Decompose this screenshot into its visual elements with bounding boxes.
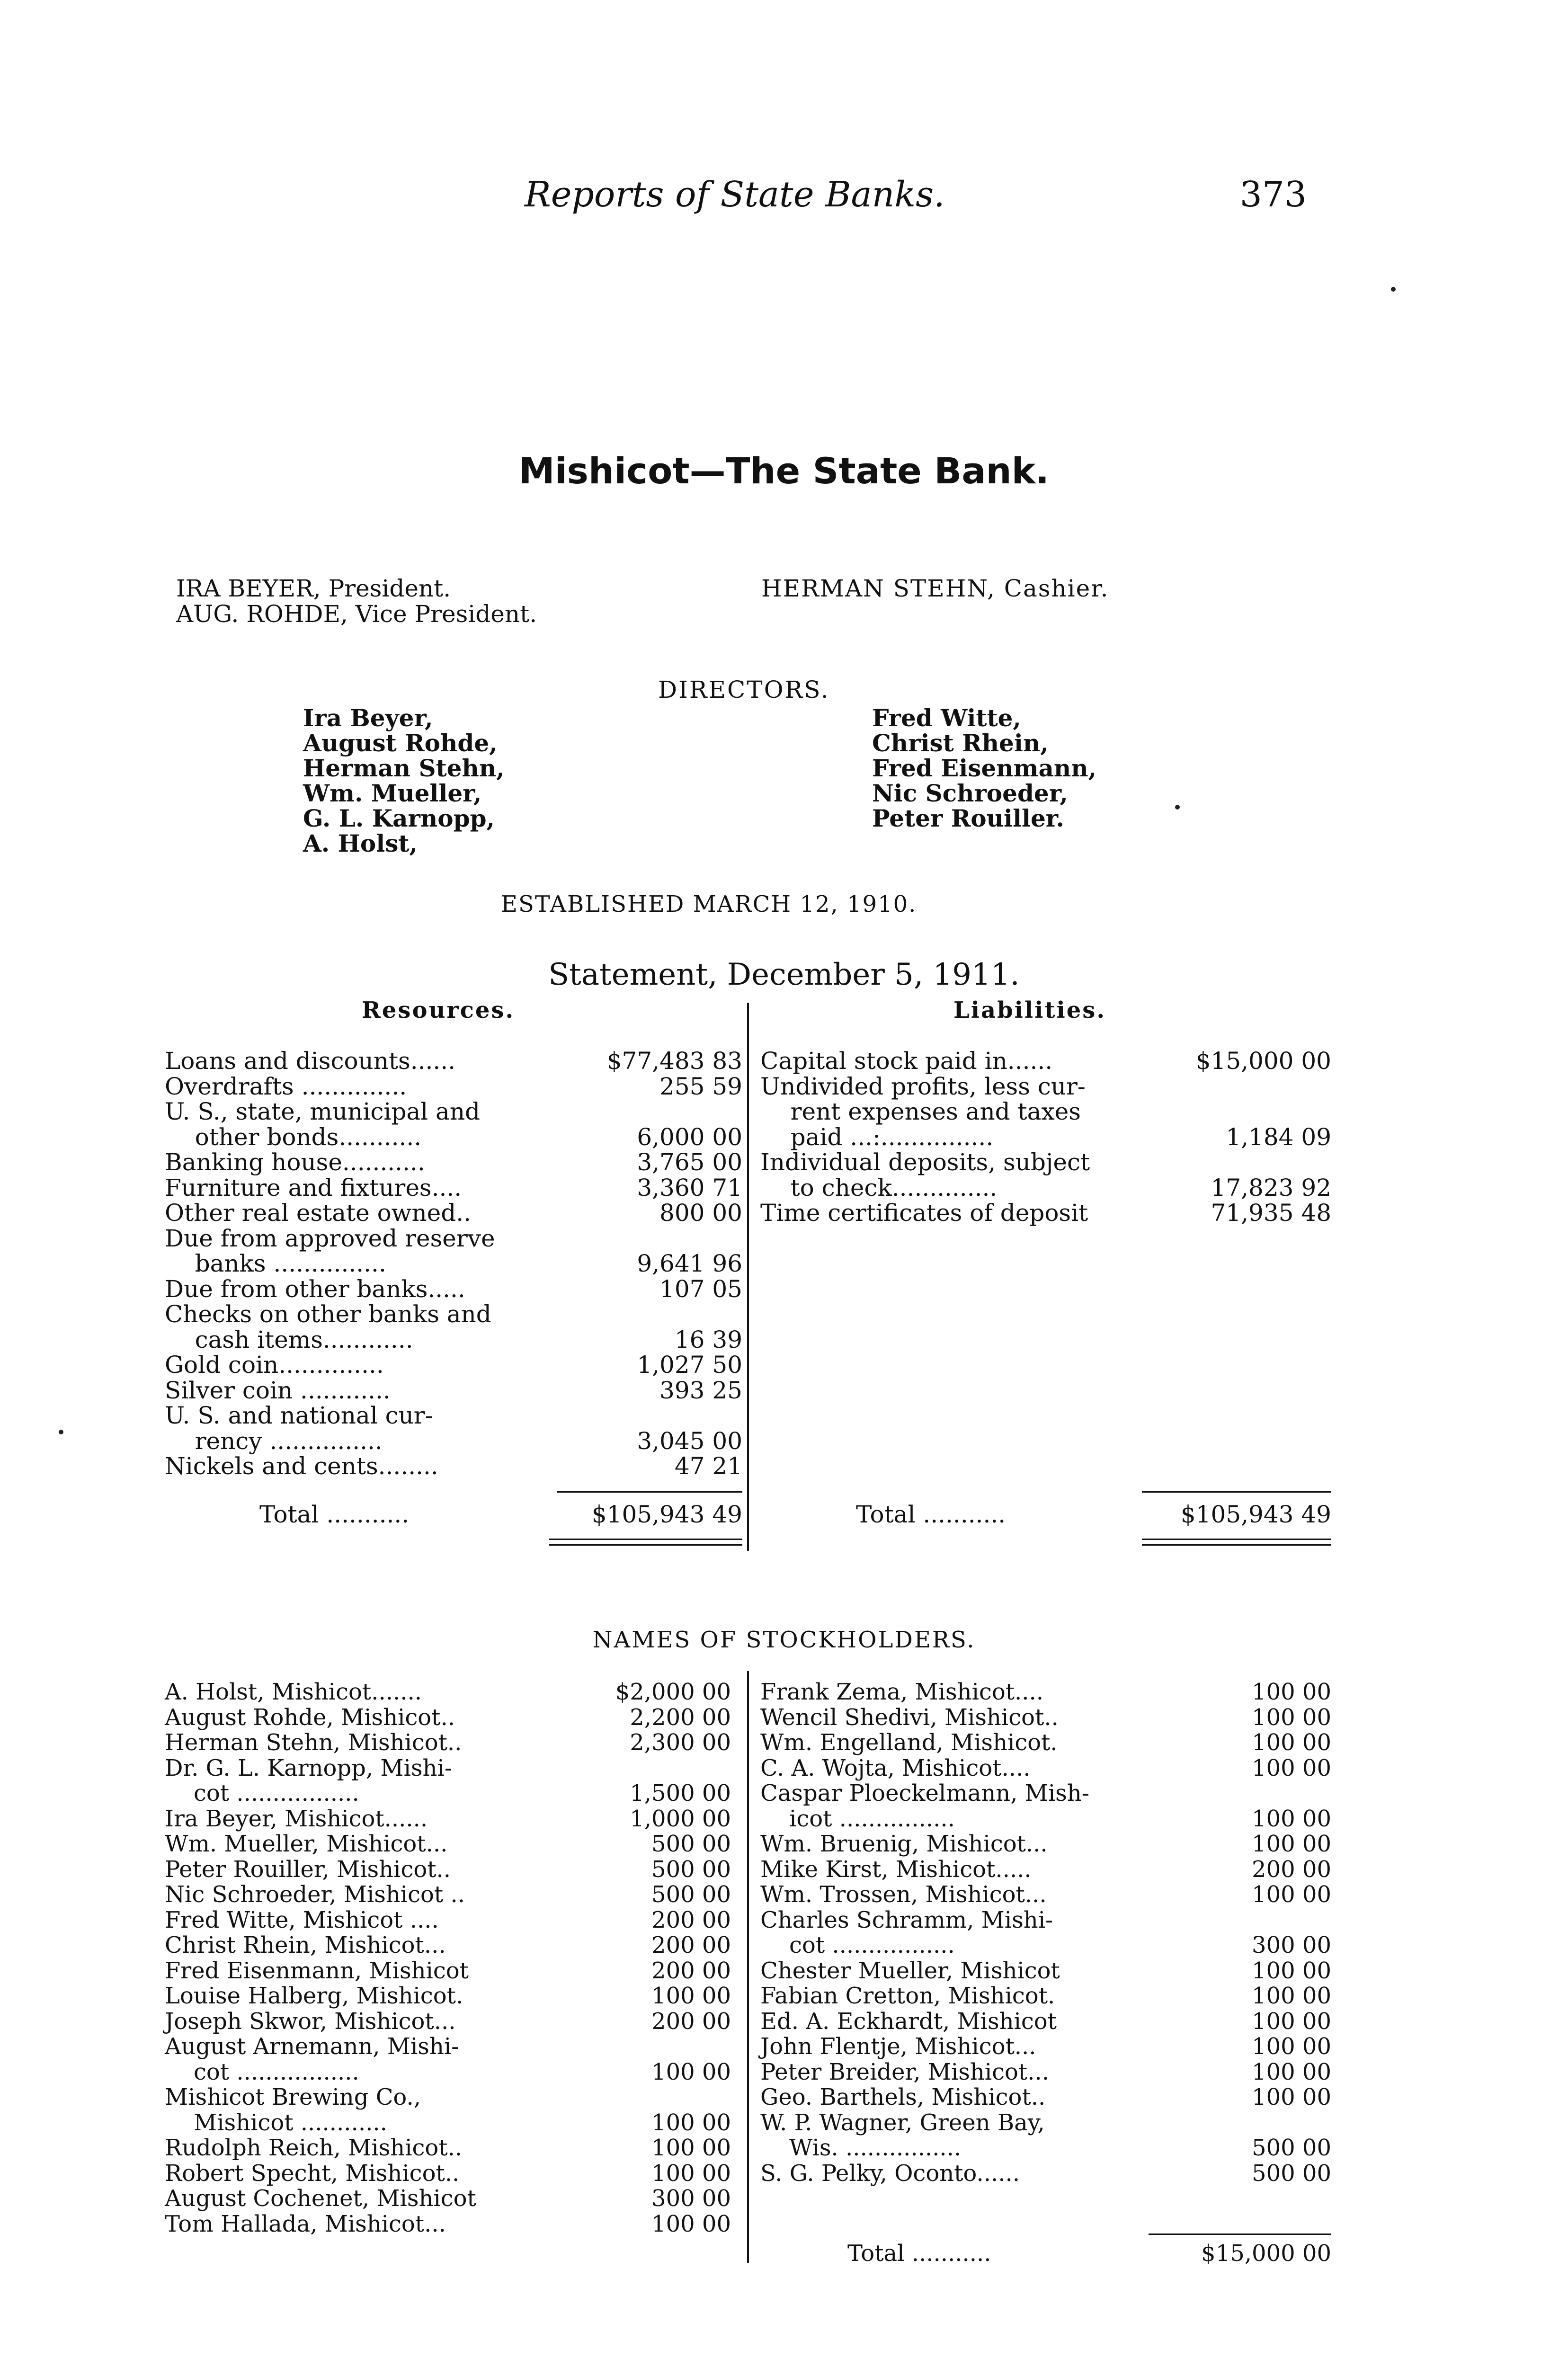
stockholders-heading: NAMES OF STOCKHOLDERS.	[592, 1627, 976, 1653]
stockholder-row-amount: 1,000 00	[630, 1805, 731, 1832]
stockholders-total-amount: $15,000 00	[1201, 2240, 1331, 2267]
print-speck	[1391, 287, 1396, 292]
director-name: Herman Stehn,	[303, 754, 505, 782]
stockholder-row	[760, 2135, 1331, 2160]
stockholder-row-amount: 100 00	[651, 1983, 731, 2009]
stockholder-row-amount: 200 00	[651, 1932, 731, 1958]
liability-row	[760, 1199, 1331, 1225]
stockholder-row-label: Herman Stehn, Mishicot..	[165, 1729, 462, 1756]
resource-row	[165, 1225, 742, 1250]
resource-row-label: Gold coin..............	[165, 1351, 384, 1379]
stockholder-row	[165, 2084, 731, 2109]
stockholder-row-amount: 500 00	[651, 1881, 731, 1908]
stockholder-row	[165, 1679, 731, 1704]
resource-row-amount: 6,000 00	[637, 1123, 742, 1151]
stockholder-row-label: C. A. Wojta, Mishicot....	[760, 1754, 1031, 1781]
resource-row-amount: 3,045 00	[637, 1427, 742, 1455]
stockholder-row	[760, 2033, 1331, 2059]
resource-row-label: cash items............	[165, 1326, 413, 1353]
stockholder-row	[165, 2008, 731, 2034]
page-number: 373	[1239, 174, 1307, 215]
stockholder-row	[760, 2059, 1331, 2084]
stockholder-row	[760, 1831, 1331, 1856]
stockholder-row	[760, 2084, 1331, 2109]
officers-right	[761, 576, 1109, 601]
stockholder-row-amount: 100 00	[651, 2109, 731, 2136]
stockholder-row-amount: 100 00	[1252, 1957, 1331, 1984]
stockholder-row	[165, 1729, 731, 1755]
stockholder-row-amount: 200 00	[651, 2008, 731, 2035]
stockholder-row-label: Fabian Cretton, Mishicot.	[760, 1983, 1055, 2009]
stockholder-row-amount: 500 00	[1252, 2160, 1331, 2187]
stockholder-row-label: Ira Beyer, Mishicot......	[165, 1805, 428, 1832]
stockholder-row-amount: 100 00	[651, 2210, 731, 2237]
resources-total-row	[259, 1501, 742, 1526]
director-name: August Rohde,	[303, 729, 498, 757]
stockholder-row-label: Frank Zema, Mishicot....	[760, 1679, 1044, 1705]
statement-title: Statement, December 5, 1911.	[548, 957, 1020, 992]
running-header	[161, 174, 1307, 231]
stockholder-row-label: Peter Rouiller, Mishicot..	[165, 1856, 451, 1883]
resource-row-label: Banking house...........	[165, 1148, 425, 1176]
stockholder-row	[760, 1755, 1331, 1780]
resource-row-amount: $77,483 83	[606, 1047, 742, 1075]
stockholder-row-amount: $2,000 00	[615, 1679, 731, 1705]
stockholder-row	[760, 1729, 1331, 1755]
resource-row	[165, 1275, 742, 1301]
resource-row-amount: 47 21	[674, 1452, 742, 1480]
stockholder-row-label: Ed. A. Eckhardt, Mishicot	[760, 2008, 1057, 2035]
liability-row-label: Time certificates of deposit	[760, 1199, 1088, 1227]
stockholder-row-amount: 100 00	[1252, 2033, 1331, 2060]
resource-row-label: Due from other banks.....	[165, 1275, 465, 1303]
stockholder-row	[760, 1932, 1331, 1958]
stockholder-row	[760, 1856, 1331, 1882]
stockholder-row-label: Geo. Barthels, Mishicot..	[760, 2084, 1046, 2110]
resource-row-label: rency ...............	[165, 1427, 383, 1455]
resource-row-label: Nickels and cents........	[165, 1452, 438, 1480]
stockholder-row	[760, 1679, 1331, 1704]
stockholder-row	[760, 1958, 1331, 1983]
stockholder-row-label: icot ................	[760, 1805, 955, 1832]
stockholder-row-label: Mike Kirst, Mishicot.....	[760, 1856, 1032, 1883]
print-speck	[59, 1430, 63, 1434]
liability-row	[760, 1174, 1331, 1200]
resource-row	[165, 1427, 742, 1453]
resource-row-label: U. S. and national cur-	[165, 1402, 433, 1429]
stockholder-row-amount: 200 00	[1252, 1856, 1331, 1883]
resource-row-amount: 107 05	[659, 1275, 742, 1303]
stockholder-row	[760, 1907, 1331, 1932]
resource-row-label: Checks on other banks and	[165, 1300, 491, 1328]
resource-row-amount: 3,360 71	[637, 1174, 742, 1201]
liabilities-total-double-rule-1	[1142, 1539, 1331, 1540]
stockholder-row-label: Wis. ................	[760, 2135, 962, 2161]
stockholder-row-label: Christ Rhein, Mishicot...	[165, 1932, 446, 1958]
resource-row	[165, 1123, 742, 1149]
liability-row	[760, 1123, 1331, 1149]
liability-row-label: Undivided profits, less cur-	[760, 1072, 1086, 1100]
resource-row-amount: 800 00	[659, 1199, 742, 1227]
resource-row	[165, 1199, 742, 1225]
stockholder-row	[760, 2109, 1331, 2135]
director-name: Nic Schroeder,	[872, 779, 1068, 807]
resources-total-amount: $105,943 49	[591, 1501, 742, 1528]
resources-heading: Resources.	[362, 997, 515, 1023]
resource-row-label: U. S., state, municipal and	[165, 1098, 481, 1125]
resource-row-label: Silver coin ............	[165, 1376, 391, 1404]
resource-row-label: Furniture and fixtures....	[165, 1174, 462, 1201]
liability-row-label: paid ...:...............	[760, 1123, 994, 1151]
vice-president: AUG. ROHDE, Vice President.	[176, 600, 537, 628]
stockholder-row-amount: 100 00	[1252, 1805, 1331, 1832]
stockholder-row-amount: 100 00	[651, 2160, 731, 2187]
stockholder-row-label: Louise Halberg, Mishicot.	[165, 1983, 463, 2009]
stockholder-row-amount: 300 00	[1252, 1932, 1331, 1958]
stockholder-row-amount: 100 00	[1252, 1754, 1331, 1781]
stockholder-row-label: cot .................	[165, 2058, 359, 2085]
stockholders-column-divider	[747, 1671, 749, 2263]
stockholder-row-label: S. G. Pelky, Oconto......	[760, 2160, 1020, 2187]
stockholder-row	[760, 1704, 1331, 1730]
stockholder-row	[165, 2109, 731, 2135]
resource-row	[165, 1250, 742, 1275]
resource-row-amount: 393 25	[659, 1376, 742, 1404]
liability-row-label: Capital stock paid in......	[760, 1047, 1053, 1075]
stockholder-row	[165, 2160, 731, 2186]
stockholder-row	[165, 2135, 731, 2160]
resource-row	[165, 1073, 742, 1098]
stockholder-row-amount: 200 00	[651, 1906, 731, 1933]
stockholder-row	[760, 1983, 1331, 2008]
liabilities-total-label: Total ...........	[856, 1501, 1006, 1528]
stockholder-row	[165, 1755, 731, 1780]
resource-row	[165, 1351, 742, 1377]
stockholder-row	[165, 1780, 731, 1806]
stockholder-row-label: Wencil Shedivi, Mishicot..	[760, 1704, 1059, 1731]
director-name: G. L. Karnopp,	[303, 804, 495, 832]
stockholder-row	[165, 1704, 731, 1730]
liability-row	[760, 1047, 1331, 1073]
stockholder-row-label: Peter Breider, Mishicot...	[760, 2058, 1049, 2085]
established-date: ESTABLISHED MARCH 12, 1910.	[501, 891, 917, 917]
resources-subtotal-rule	[557, 1491, 742, 1493]
liability-row-amount: $15,000 00	[1195, 1047, 1331, 1075]
liability-row-label: rent expenses and taxes	[760, 1098, 1081, 1125]
stockholder-row	[165, 1983, 731, 2008]
stockholder-row-label: August Rohde, Mishicot..	[165, 1704, 455, 1731]
resource-row	[165, 1098, 742, 1123]
stockholder-row	[165, 1958, 731, 1983]
resource-row-label: Due from approved reserve	[165, 1224, 495, 1252]
director-name: Fred Witte,	[872, 704, 1021, 732]
stockholder-row	[165, 1881, 731, 1907]
liability-row-label: to check..............	[760, 1174, 998, 1201]
officers-left	[176, 576, 537, 627]
stockholder-row-amount: 100 00	[651, 2058, 731, 2085]
stockholder-row	[165, 1907, 731, 1932]
stockholder-row-amount: 100 00	[1252, 1679, 1331, 1705]
liabilities-heading: Liabilities.	[953, 997, 1106, 1023]
resource-row	[165, 1148, 742, 1174]
stockholder-row-label: A. Holst, Mishicot.......	[165, 1679, 422, 1705]
resource-row-label: Loans and discounts......	[165, 1047, 456, 1075]
liability-row-amount: 17,823 92	[1211, 1174, 1331, 1201]
stockholder-row-label: Dr. G. L. Karnopp, Mishi-	[165, 1754, 453, 1781]
stockholder-row-amount: 100 00	[1252, 2058, 1331, 2085]
statement-column-divider	[747, 1003, 749, 1551]
stockholder-row	[165, 1856, 731, 1882]
stockholder-row	[760, 2160, 1331, 2186]
resource-row	[165, 1300, 742, 1326]
resources-total-double-rule-2	[549, 1544, 742, 1546]
stockholder-row-amount: 100 00	[1252, 1881, 1331, 1908]
director-name: Peter Rouiller.	[872, 804, 1064, 832]
director-name: Wm. Mueller,	[303, 779, 482, 807]
stockholder-row-label: Charles Schramm, Mishi-	[760, 1906, 1053, 1933]
resource-row-label: Overdrafts ..............	[165, 1072, 407, 1100]
stockholder-row-label: Mishicot Brewing Co.,	[165, 2084, 421, 2110]
stockholders-total-rule	[1149, 2234, 1331, 2235]
stockholder-row-label: Wm. Bruenig, Mishicot...	[760, 1831, 1048, 1857]
stockholder-row	[165, 1932, 731, 1958]
resources-total-label: Total ...........	[259, 1501, 410, 1528]
directors-heading: DIRECTORS.	[658, 676, 830, 703]
stockholder-row-amount: 100 00	[1252, 2084, 1331, 2110]
resource-row	[165, 1452, 742, 1478]
director-name: A. Holst,	[303, 829, 418, 857]
stockholder-row-amount: 500 00	[651, 1856, 731, 1883]
stockholder-row-label: Fred Eisenmann, Mishicot	[165, 1957, 469, 1984]
stockholder-row-amount: 100 00	[1252, 1831, 1331, 1857]
stockholder-row	[760, 1806, 1331, 1831]
bank-title: Mishicot—The State Bank.	[518, 450, 1050, 492]
stockholder-row-label: August Cochenet, Mishicot	[165, 2185, 476, 2212]
stockholder-row-amount: 2,200 00	[630, 1704, 731, 1731]
stockholder-row-label: Mishicot ............	[165, 2109, 387, 2136]
stockholder-row-amount: 300 00	[651, 2185, 731, 2212]
liabilities-total-double-rule-2	[1142, 1544, 1331, 1546]
stockholders-total-row	[847, 2240, 1331, 2266]
stockholder-row-amount: 500 00	[651, 1831, 731, 1857]
stockholder-row-label: Robert Specht, Mishicot..	[165, 2160, 460, 2187]
stockholder-row	[165, 2185, 731, 2211]
liability-row-amount: 71,935 48	[1211, 1199, 1331, 1227]
resource-row	[165, 1047, 742, 1073]
resource-row-amount: 16 39	[674, 1326, 742, 1353]
stockholder-row-label: Fred Witte, Mishicot ....	[165, 1906, 439, 1933]
stockholders-total-label: Total ...........	[847, 2240, 991, 2267]
director-name: Ira Beyer,	[303, 704, 433, 732]
stockholder-row-amount: 100 00	[1252, 1729, 1331, 1756]
stockholder-row-label: Joseph Skwor, Mishicot...	[165, 2008, 456, 2035]
director-name: Fred Eisenmann,	[872, 754, 1096, 782]
liability-row-amount: 1,184 09	[1226, 1123, 1331, 1151]
stockholder-row	[165, 2033, 731, 2059]
stockholder-row	[760, 1780, 1331, 1806]
stockholder-row	[760, 2008, 1331, 2034]
stockholder-row-amount: 1,500 00	[630, 1780, 731, 1806]
liabilities-subtotal-rule	[1142, 1491, 1331, 1493]
liability-row	[760, 1098, 1331, 1123]
stockholder-row-label: Rudolph Reich, Mishicot..	[165, 2135, 463, 2161]
stockholder-row-label: Wm. Mueller, Mishicot...	[165, 1831, 448, 1857]
president: IRA BEYER, President.	[176, 575, 451, 602]
stockholder-row	[165, 1831, 731, 1856]
stockholder-row-label: W. P. Wagner, Green Bay,	[760, 2109, 1045, 2136]
stockholder-row-amount: 2,300 00	[630, 1729, 731, 1756]
stockholder-row-label: John Flentje, Mishicot...	[760, 2033, 1036, 2060]
running-title: Reports of State Banks.	[525, 174, 945, 215]
stockholder-row-amount: 100 00	[1252, 1983, 1331, 2009]
liabilities-total-row	[856, 1501, 1331, 1526]
director-name: Christ Rhein,	[872, 729, 1049, 757]
stockholder-row-label: Nic Schroeder, Mishicot ..	[165, 1881, 465, 1908]
stockholder-row-label: August Arnemann, Mishi-	[165, 2033, 459, 2060]
resource-row-label: banks ...............	[165, 1250, 386, 1277]
print-speck	[1175, 805, 1180, 810]
stockholder-row-label: Wm. Trossen, Mishicot...	[760, 1881, 1047, 1908]
stockholder-row	[760, 1881, 1331, 1907]
resource-row-amount: 3,765 00	[637, 1148, 742, 1176]
stockholder-row	[165, 1806, 731, 1831]
liability-row-label: Individual deposits, subject	[760, 1148, 1090, 1176]
resource-row-amount: 255 59	[659, 1072, 742, 1100]
liability-row	[760, 1073, 1331, 1098]
stockholder-row-label: Wm. Engelland, Mishicot.	[760, 1729, 1058, 1756]
resources-total-double-rule-1	[549, 1539, 742, 1540]
stockholder-row-label: Tom Hallada, Mishicot...	[165, 2210, 446, 2237]
stockholder-row	[165, 2059, 731, 2084]
stockholder-row-label: cot .................	[760, 1932, 955, 1958]
resource-row-label: Other real estate owned..	[165, 1199, 472, 1227]
resource-row	[165, 1377, 742, 1402]
stockholder-row-label: Chester Mueller, Mishicot	[760, 1957, 1060, 1984]
directors-right-column	[872, 705, 1096, 831]
stockholder-row-amount: 200 00	[651, 1957, 731, 1984]
directors-left-column	[303, 705, 505, 856]
liability-row	[760, 1148, 1331, 1174]
resource-row-label: other bonds...........	[165, 1123, 422, 1151]
stockholder-row	[165, 2211, 731, 2236]
liabilities-total-amount: $105,943 49	[1180, 1501, 1331, 1528]
stockholder-row-label: Caspar Ploeckelmann, Mish-	[760, 1780, 1089, 1806]
stockholder-row-amount: 500 00	[1252, 2135, 1331, 2161]
resource-row	[165, 1326, 742, 1352]
stockholder-row-amount: 100 00	[1252, 2008, 1331, 2035]
stockholder-row-label: cot .................	[165, 1780, 359, 1806]
cashier: HERMAN STEHN, Cashier.	[761, 575, 1109, 602]
stockholder-row-amount: 100 00	[1252, 1704, 1331, 1731]
stockholder-row-amount: 100 00	[651, 2135, 731, 2161]
resource-row	[165, 1402, 742, 1427]
resource-row-amount: 1,027 50	[637, 1351, 742, 1379]
resource-row-amount: 9,641 96	[637, 1250, 742, 1277]
resource-row	[165, 1174, 742, 1200]
